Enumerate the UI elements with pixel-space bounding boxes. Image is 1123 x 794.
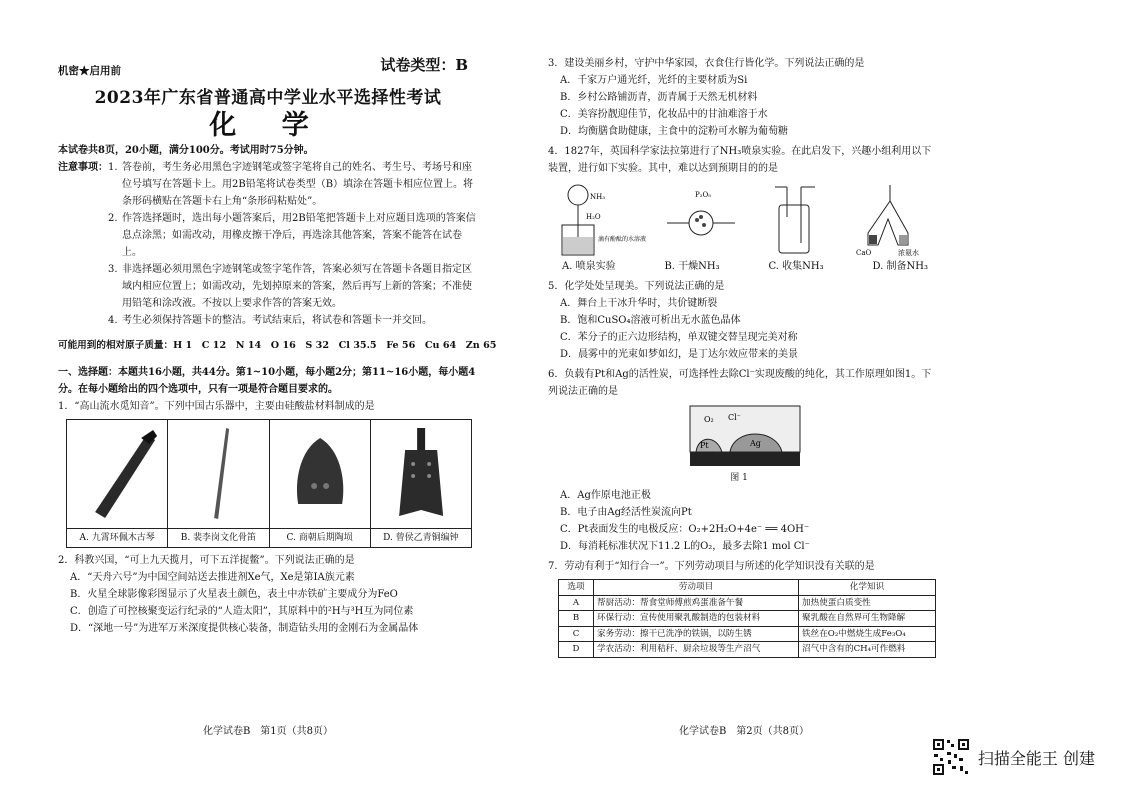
table-cell: A bbox=[559, 595, 594, 611]
question-1: 1．“高山流水觅知音”。下列中国古乐器中，主要由硅酸盐材料制成的是 bbox=[58, 401, 375, 412]
q6-option-d: D．每消耗标准状况下11.2 L的O₂，最多去除1 mol Cl⁻ bbox=[560, 541, 810, 552]
solution-label: 滴有酚酞的水溶液 bbox=[598, 236, 647, 243]
question-2: 2．科教兴国，“可上九天揽月，可下五洋捉鳖”。下列说法正确的是 bbox=[58, 555, 355, 566]
q1-option-a bbox=[67, 420, 168, 547]
table-row bbox=[559, 611, 936, 627]
cao-label: CaO bbox=[855, 249, 872, 257]
question-5: 5．化学处处呈现美。下列说法正确的是 bbox=[548, 281, 725, 292]
section-one-heading: 一、选择题：本题共16小题，共44分。第1~10小题，每小题2分；第11~16小题，每小题4分。在每小题给出的四个选项中，只有一项是符合题目要求的。 bbox=[58, 367, 476, 395]
watermark-text: 扫描全能王 创建 bbox=[977, 748, 1095, 768]
table-header: 化学知识 bbox=[799, 580, 936, 596]
secret-label: 机密★启用前 bbox=[58, 65, 121, 77]
table-row bbox=[559, 626, 936, 642]
question-7: 7．劳动有利于“知行合一”。下列劳动项目与所述的化学知识没有关联的是 bbox=[548, 561, 875, 572]
table-row bbox=[559, 642, 936, 658]
h2o-label: H₂O bbox=[586, 213, 601, 221]
figure-1 bbox=[690, 406, 800, 470]
note-item: 3. 非选择题必须用黑色字迹钢笔或签字笔作答，答案必须写在答题卡各题目指定区域内相应位置上；如需改动，先划掉原来的答案，然后再写上新的答案；不准使用铅笔和涂改液。不按以上要求作答的答案无效。 bbox=[108, 264, 472, 309]
q1-image-table bbox=[66, 419, 472, 548]
collection-apparatus bbox=[765, 183, 825, 258]
q1-caption-b: B. 裴李岗文化骨笛 bbox=[168, 528, 268, 547]
q3-option-d: D．均衡膳食助健康，主食中的淀粉可水解为葡萄糖 bbox=[560, 126, 789, 137]
q5-option-c: C．苯分子的正六边形结构，单双键交替呈现完美对称 bbox=[560, 332, 798, 343]
q7-table bbox=[558, 579, 936, 658]
q3-option-b: B．乡村公路铺沥青，沥青属于天然无机材料 bbox=[560, 92, 758, 103]
q6-option-c: C．Pt表面发生的电极反应：O₂+2H₂O+4e⁻ ══ 4OH⁻ bbox=[560, 524, 810, 535]
question-6: 6．负载有Pt和Ag的活性炭，可选择性去除Cl⁻实现废酸的纯化，其工作原理如图1。下列说法正确的是 bbox=[548, 369, 932, 397]
q2-option-d: D．“深地一号”为进军万米深度提供核心装备，制造钻头用的金刚石为金属晶体 bbox=[70, 623, 419, 634]
question-4: 4．1827年，英国科学家法拉第进行了NH₃喷泉实验。在此启发下，兴趣小组利用以下装置，进行如下实验。其中，难以达到预期目的的是 bbox=[548, 146, 932, 174]
q3-option-c: C．美容扮靓迎佳节，化妆品中的甘油难溶于水 bbox=[560, 109, 768, 120]
q2-option-c: C．创造了可控核聚变运行纪录的“人造太阳”，其原料中的²H与³H互为同位素 bbox=[70, 606, 414, 617]
p2o5-label: P₂O₅ bbox=[694, 191, 711, 199]
note-item: 1. 答卷前，考生务必用黑色字迹钢笔或签字笔将自己的姓名、考生号、考场号和座位号填写在答题卡上。用2B铅笔将试卷类型（B）填涂在答题卡相应位置上。将条形码横贴在答题卡右上角“条形码粘贴处”。 bbox=[108, 162, 474, 207]
ammonia-label: 浓氨水 bbox=[897, 249, 919, 257]
q1-option-b bbox=[168, 420, 269, 547]
q3-option-a: A．千家万户通光纤，光纤的主要材质为Si bbox=[560, 75, 748, 86]
q2-option-b: B．火星全球影像彩图显示了火星表土颜色，表土中赤铁矿主要成分为FeO bbox=[70, 589, 398, 600]
notes-label: 注意事项： bbox=[58, 162, 108, 173]
table-header: 选项 bbox=[559, 580, 594, 596]
note-item: 2. 作答选择题时，选出每小题答案后，用2B铅笔把答题卡上对应题目选项的答案信息点涂黑；如需改动，用橡皮擦干净后，再选涂其他答案，答案不能答在试卷上。 bbox=[108, 213, 476, 258]
q4-caption-c: C. 收集NH₃ bbox=[768, 261, 824, 272]
o2-label: O₂ bbox=[704, 415, 714, 424]
table-cell: 沼气中含有的CH₄可作燃料 bbox=[799, 642, 936, 658]
q2-option-a: A．“天舟六号”为中国空间站送去推进剂Xe气，Xe是第ⅠA族元素 bbox=[70, 572, 355, 583]
table-cell: B bbox=[559, 611, 594, 627]
left-page bbox=[58, 0, 497, 740]
left-page-footer: 化学试卷B 第1页（共8页） bbox=[202, 726, 334, 737]
q1-caption-a: A. 九霄环佩木古琴 bbox=[67, 528, 167, 547]
table-cell: 帮厨活动：帮食堂师傅煎鸡蛋准备午餐 bbox=[594, 595, 799, 611]
xun-image bbox=[270, 420, 370, 528]
question-3: 3．建设美丽乡村，守护中华家园，衣食住行皆化学。下列说法正确的是 bbox=[548, 58, 865, 69]
pt-label: Pt bbox=[700, 441, 709, 450]
table-cell: C bbox=[559, 626, 594, 642]
exam-info: 本试卷共8页，20小题，满分100分。考试用时75分钟。 bbox=[58, 145, 314, 156]
qr-code-icon bbox=[932, 738, 970, 776]
fountain-apparatus bbox=[556, 183, 647, 258]
note-item: 4. 考生必须保持答题卡的整洁。考试结束后，将试卷和答题卡一并交回。 bbox=[108, 315, 432, 326]
table-cell: D bbox=[559, 642, 594, 658]
notes-list bbox=[108, 159, 478, 329]
bronze-bell-image bbox=[371, 420, 471, 528]
table-header: 劳动项目 bbox=[594, 580, 799, 596]
q5-option-b: B．饱和CuSO₄溶液可析出无水蓝色晶体 bbox=[560, 315, 741, 326]
q5-option-d: D．晨雾中的光束如梦如幻，是丁达尔效应带来的美景 bbox=[560, 349, 799, 360]
table-cell: 环保行动：宣传使用聚乳酸制造的包装材料 bbox=[594, 611, 799, 627]
q1-option-d bbox=[371, 420, 471, 547]
q4-caption-b: B. 干燥NH₃ bbox=[664, 261, 720, 272]
scanner-watermark bbox=[932, 738, 1095, 776]
right-page-footer: 化学试卷B 第2页（共8页） bbox=[678, 726, 810, 737]
page-header bbox=[58, 56, 478, 82]
figure-1-caption: 图 1 bbox=[730, 473, 748, 483]
q1-caption-d: D. 曾侯乙青铜编钟 bbox=[371, 528, 471, 547]
table-row bbox=[559, 595, 936, 611]
q1-caption-c: C. 商朝后期陶埙 bbox=[270, 528, 370, 547]
cl-label: Cl⁻ bbox=[728, 413, 741, 422]
table-header-row bbox=[559, 580, 936, 596]
notes-block bbox=[58, 159, 478, 329]
drying-apparatus bbox=[661, 183, 741, 258]
table-cell: 学农活动：利用秸秆、厨余垃圾等生产沼气 bbox=[594, 642, 799, 658]
table-cell: 聚乳酸在自然界可生物降解 bbox=[799, 611, 936, 627]
table-cell: 家务劳动：擦干已洗净的铁锅，以防生锈 bbox=[594, 626, 799, 642]
paper-type: 试卷类型：B bbox=[380, 56, 468, 74]
q4-caption-a: A. 喷泉实验 bbox=[562, 261, 616, 272]
exam-title: 2023年广东省普通高中学业水平选择性考试 bbox=[94, 88, 442, 108]
q4-apparatus-figures bbox=[556, 183, 930, 258]
q6-option-b: B．电子由Ag经活性炭流向Pt bbox=[560, 507, 692, 518]
bone-flute-image bbox=[168, 420, 268, 528]
atomic-masses: 可能用到的相对原子质量：H 1 C 12 N 14 O 16 S 32 Cl 35.5 Fe 56 Cu 64 Zn 65 bbox=[58, 340, 497, 351]
preparation-apparatus bbox=[850, 183, 930, 258]
q4-captions bbox=[562, 258, 928, 275]
q4-caption-d: D. 制备NH₃ bbox=[872, 261, 928, 272]
q6-option-a: A．Ag作原电池正极 bbox=[560, 490, 651, 501]
subject-title: 化 学 bbox=[209, 110, 327, 141]
right-page bbox=[548, 0, 940, 740]
q1-option-c bbox=[270, 420, 371, 547]
q5-option-a: A．舞台上干冰升华时，共价键断裂 bbox=[560, 298, 718, 309]
guqin-image bbox=[67, 420, 167, 528]
table-cell: 铁丝在O₂中燃烧生成Fe₃O₄ bbox=[799, 626, 936, 642]
nh3-label: NH₃ bbox=[590, 193, 606, 201]
ag-label: Ag bbox=[750, 439, 761, 448]
table-cell: 加热使蛋白质变性 bbox=[799, 595, 936, 611]
